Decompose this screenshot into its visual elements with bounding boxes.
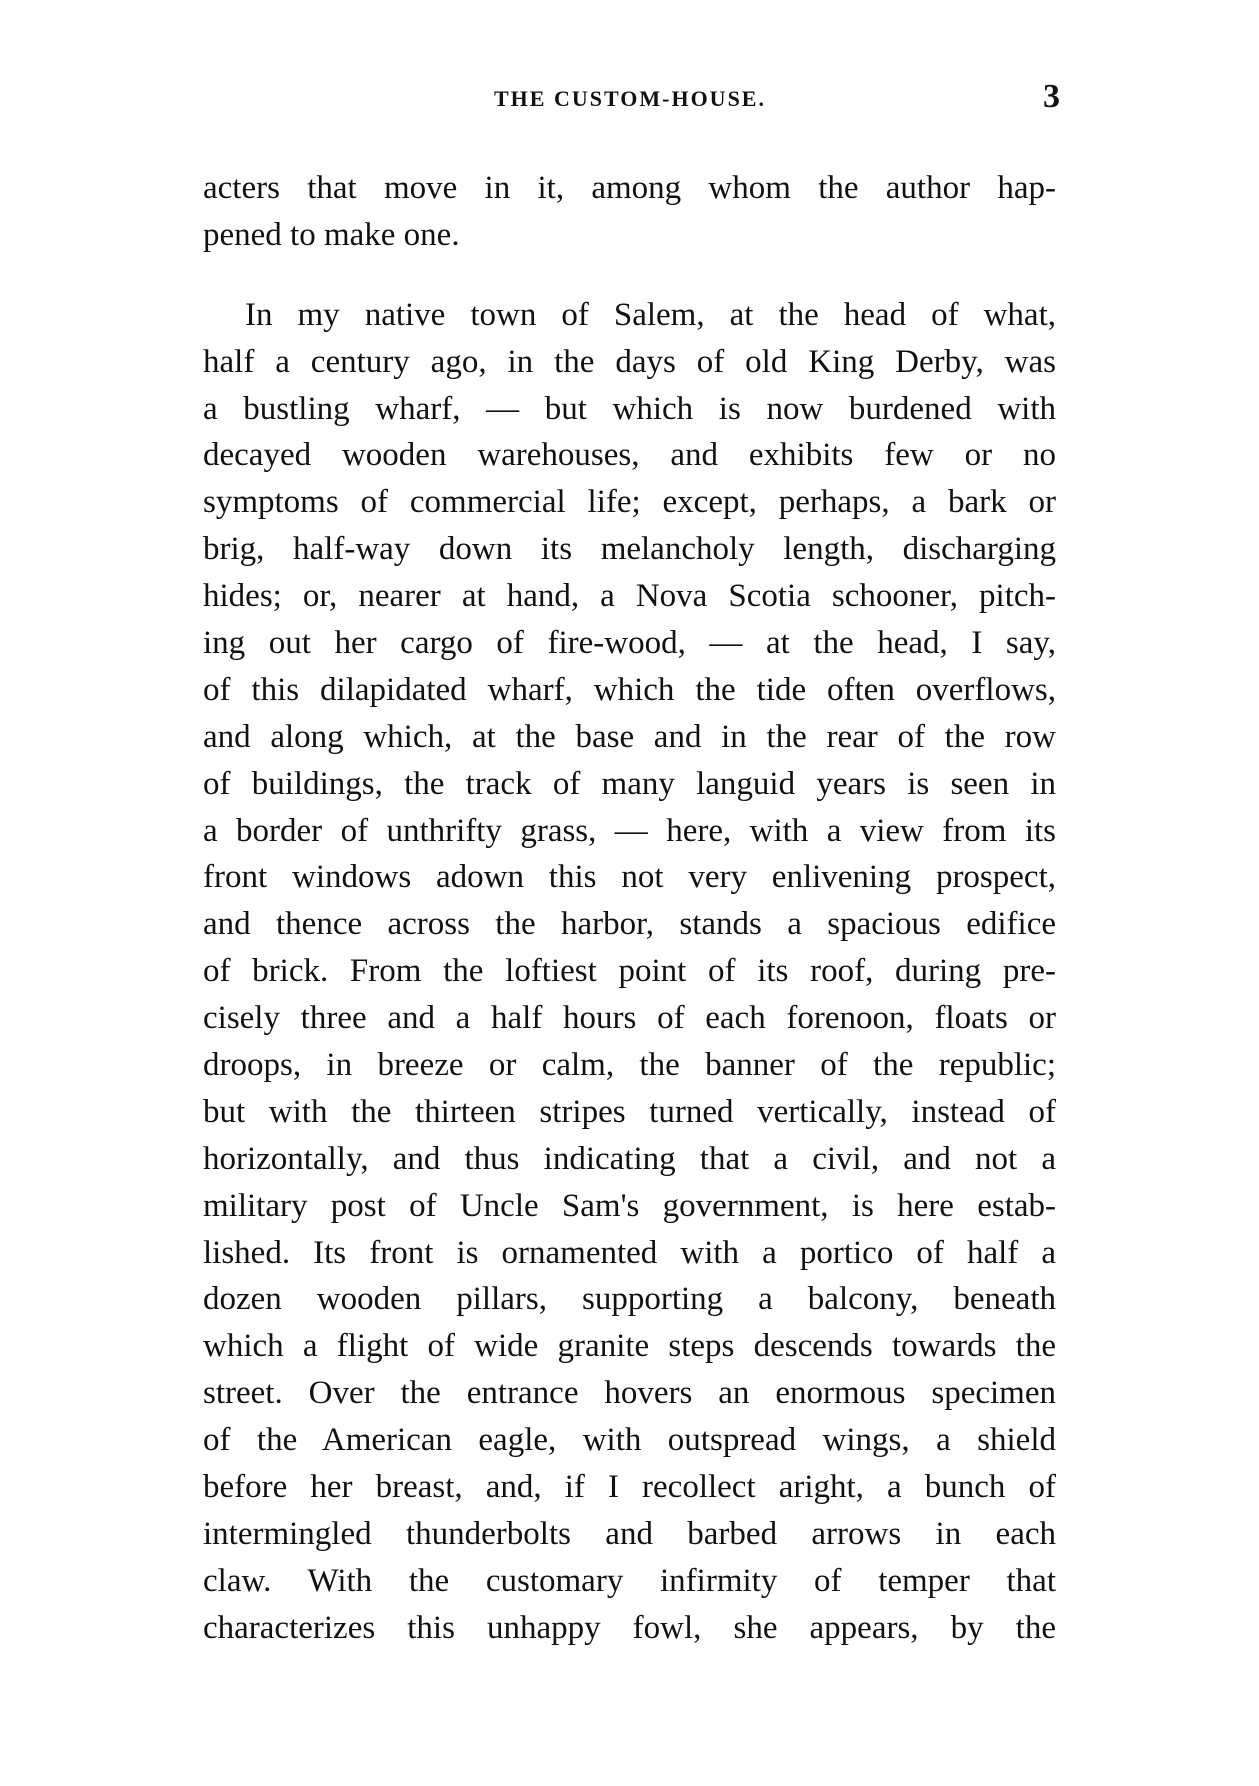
paragraph-gap [203, 259, 1056, 292]
text-line: front windows adown this not very enlivening prospect, [203, 859, 1056, 896]
text-line: horizontally, and thus indicating that a civil, and not a [203, 1140, 1056, 1177]
text-line: intermingled thunderbolts and barbed arrows in each [203, 1515, 1056, 1552]
text-line: but with the thirteen stripes turned vertically, instead of [203, 1093, 1056, 1130]
text-line: half a century ago, in the days of old King Derby, was [203, 343, 1056, 380]
text-line: which a flight of wide granite steps descends towards the [203, 1328, 1056, 1365]
text-line: and along which, at the base and in the rear of the row [203, 718, 1056, 755]
page-number: 3 [1043, 78, 1060, 115]
text-line: pened to make one. [203, 216, 460, 253]
text-line: cisely three and a half hours of each forenoon, floats or [203, 1000, 1056, 1037]
text-line: symptoms of commercial life; except, perhaps, a bark or [203, 484, 1056, 521]
text-line: of brick. From the loftiest point of its roof, during pre- [203, 953, 1056, 990]
text-line: dozen wooden pillars, supporting a balcony, beneath [203, 1281, 1056, 1318]
text-line: and thence across the harbor, stands a spacious edifice [203, 906, 1056, 943]
running-head [200, 80, 1060, 120]
text-line: ing out her cargo of fire-wood, — at the head, I say, [203, 625, 1056, 662]
body-text [203, 165, 1056, 1652]
text-line: a bustling wharf, — but which is now burdened with [203, 390, 1056, 427]
text-line: before her breast, and, if I recollect aright, a bunch of [203, 1469, 1056, 1506]
text-line: military post of Uncle Sam's government, is here estab- [203, 1187, 1056, 1224]
text-line: claw. With the customary infirmity of temper that [203, 1562, 1056, 1599]
text-line: street. Over the entrance hovers an enormous specimen [203, 1375, 1056, 1412]
text-line: of buildings, the track of many languid years is seen in [203, 765, 1056, 802]
text-line: droops, in breeze or calm, the banner of the republic; [203, 1047, 1056, 1084]
text-line: acters that move in it, among whom the author hap- [203, 170, 1056, 206]
text-line: of the American eagle, with outspread wings, a shield [203, 1422, 1056, 1459]
text-line: a border of unthrifty grass, — here, with a view from its [203, 812, 1056, 849]
text-line: In my native town of Salem, at the head of what, [245, 296, 1056, 333]
text-line: characterizes this unhappy fowl, she appears, by the [203, 1609, 1056, 1646]
text-line: lished. Its front is ornamented with a portico of half a [203, 1234, 1056, 1271]
text-line: decayed wooden warehouses, and exhibits few or no [203, 437, 1056, 474]
text-line: brig, half-way down its melancholy length, discharging [203, 531, 1056, 568]
text-line: of this dilapidated wharf, which the tide often overflows, [203, 671, 1056, 708]
text-line: hides; or, nearer at hand, a Nova Scotia schooner, pitch- [203, 578, 1056, 615]
running-title: THE CUSTOM-HOUSE. [494, 86, 766, 111]
